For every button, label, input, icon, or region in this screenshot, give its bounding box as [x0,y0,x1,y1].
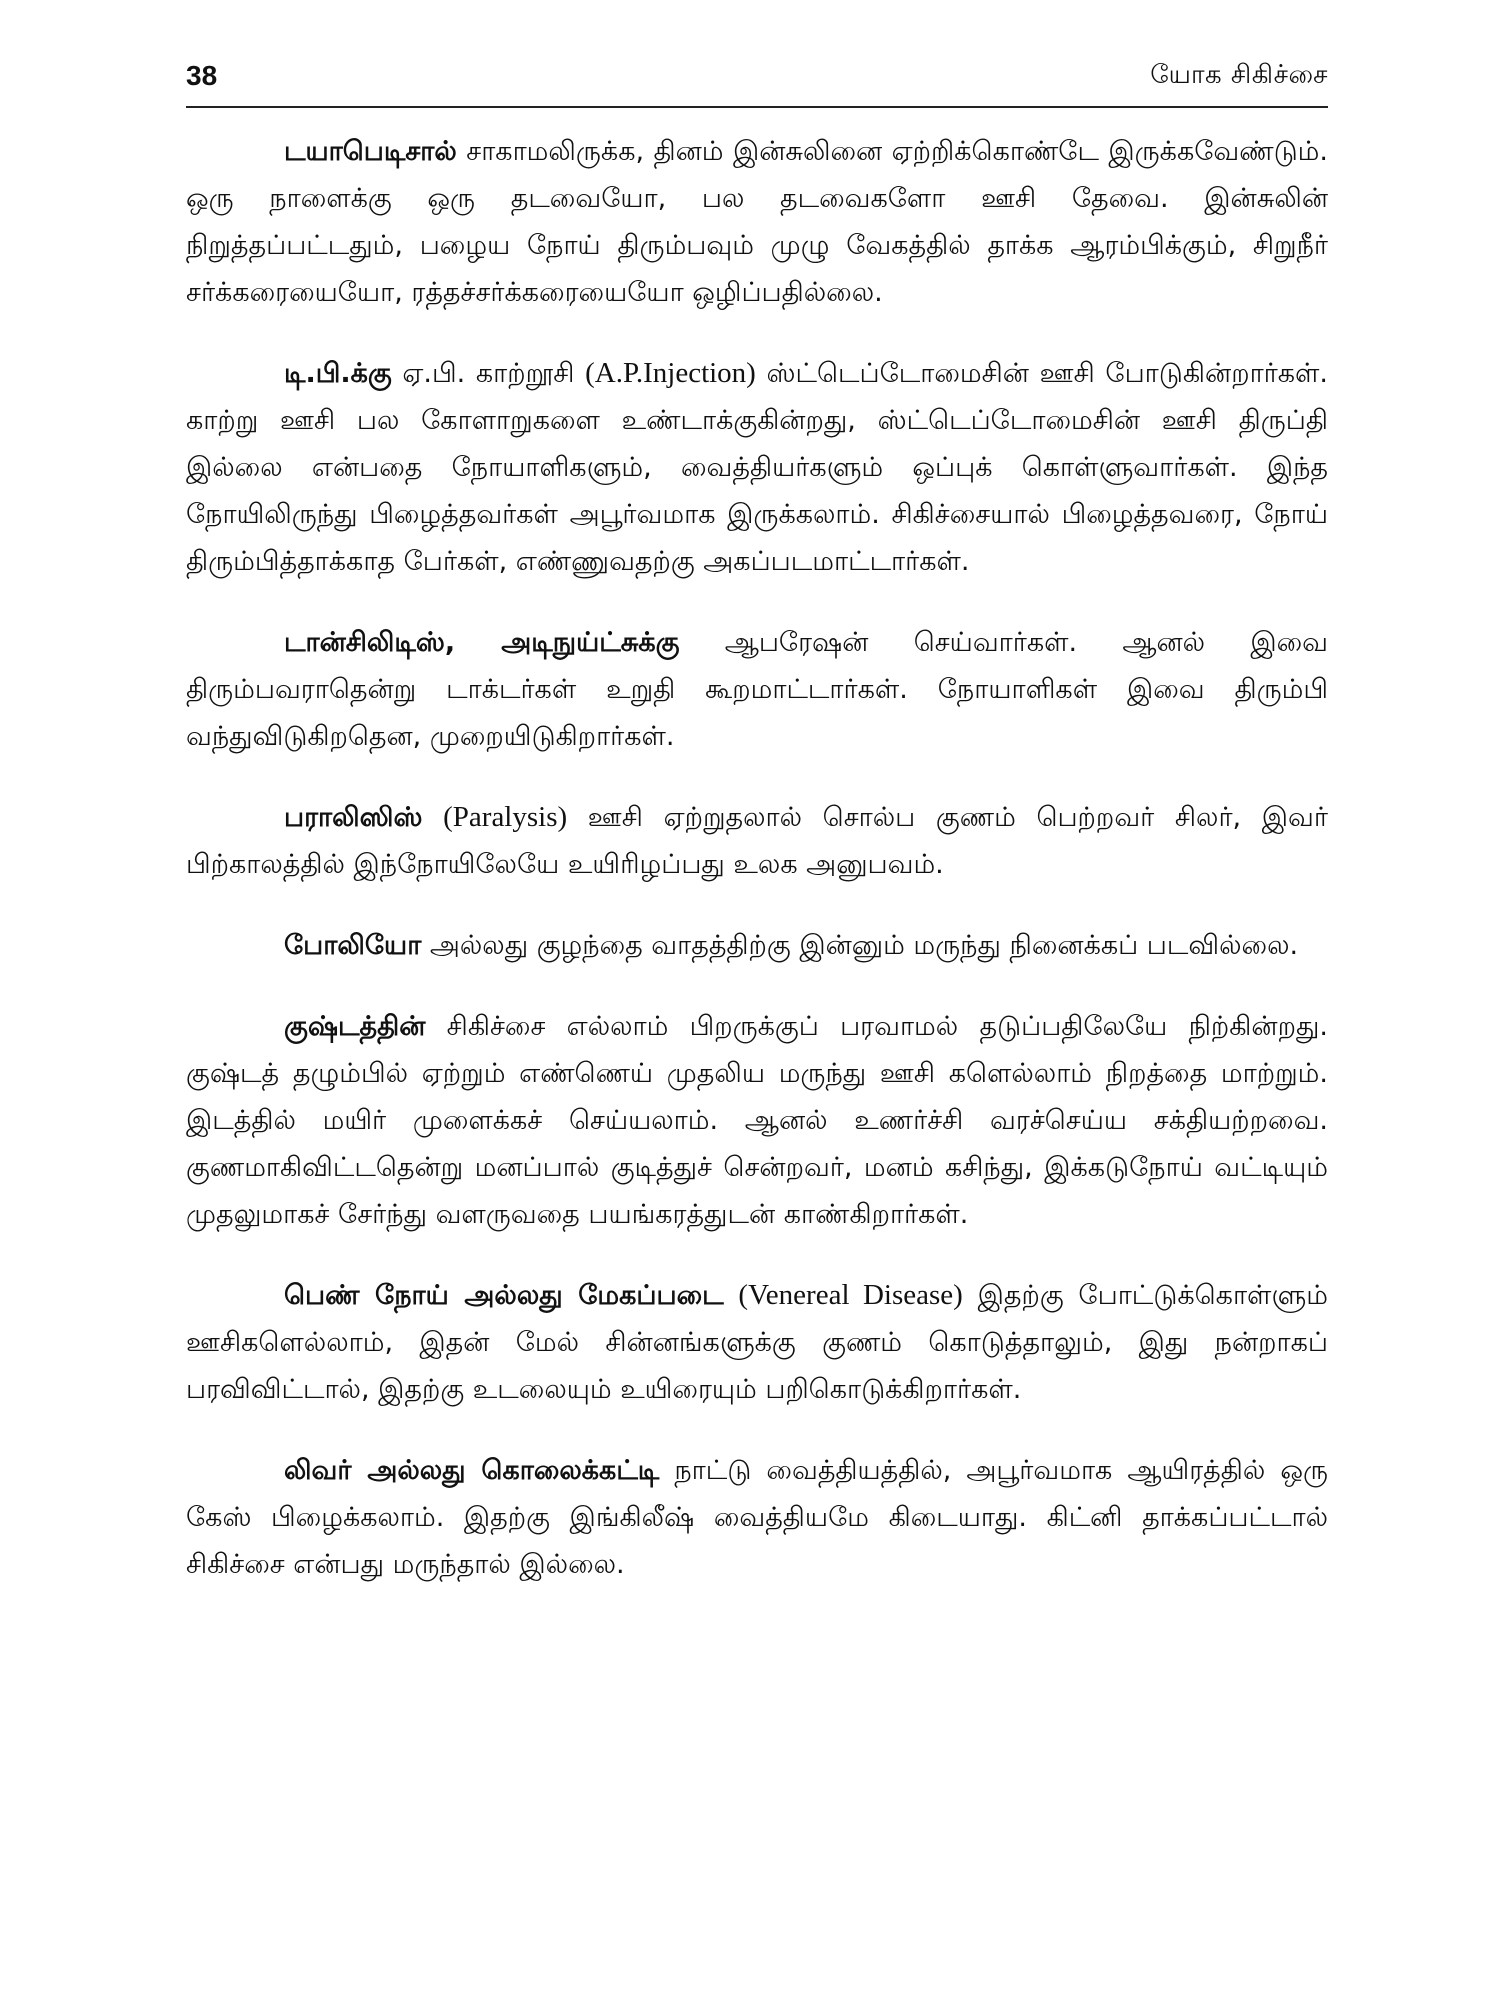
paragraph-lead: போலியோ [284,930,422,961]
paragraph-lead: குஷ்டத்தின் [284,1011,426,1042]
page-number: 38 [186,60,218,91]
paragraph-polio [186,922,1328,969]
paragraph-text: நாட்டு வைத்தியத்தில், அபூர்வமாக ஆயிரத்தில் ஒரு கேஸ் பிழைக்கலாம். இதற்கு இங்கிலீஷ் வைத்தியமே கிடையாது. கிட்னி தாக்கப்பட்டால் சிகிச்சை என்பது மருந்தால் இல்லை. [186,1455,1328,1580]
running-title: யோக சிகிச்சை [1150,60,1328,90]
paragraph-paralysis [186,794,1328,888]
paragraph-text: இதற்கு போட்டுக்கொள்ளும் ஊசிகளெல்லாம், இதன் மேல் சின்னங்களுக்கு குணம் கொடுத்தாலும், இது நன்றாகப் பரவிவிட்டால், இதற்கு உடலையும் உயிரையும் பறிகொடுக்கிறார்கள். [186,1280,1328,1405]
paragraph-liver [186,1447,1328,1588]
paragraph-text-before: ஏ.பி. காற்றூசி [391,358,586,389]
paragraph-lead: பெண் நோய் அல்லது மேகப்படை [284,1280,724,1311]
paragraph-leprosy [186,1003,1328,1238]
paragraph-latin-term: (Venereal Disease) [738,1279,963,1311]
paragraph-tonsillitis [186,619,1328,760]
paragraph-latin-term: (Paralysis) [443,801,568,833]
paragraph-text-before [422,802,443,833]
paragraph-lead: லிவர் அல்லது கொலைக்கட்டி [284,1455,660,1486]
paragraph-text: அல்லது குழந்தை வாதத்திற்கு இன்னும் மருந்து நினைக்கப் படவில்லை. [421,930,1299,961]
paragraph-lead: பராலிஸிஸ் [284,802,423,833]
paragraph-latin-term: (A.P.Injection) [585,357,756,389]
paragraph-lead: டான்சிலிடிஸ், அடிநுய்ட்சுக்கு [284,627,680,658]
paragraph-text-before [724,1280,739,1311]
paragraph-text: ஆபரேஷன் செய்வார்கள். ஆனல் இவை திரும்பவராதென்று டாக்டர்கள் உறுதி கூறமாட்டார்கள். நோயாளிகள் இவை திரும்பி வந்துவிடுகிறதென, முறையிடுகிறார்கள். [186,627,1328,752]
paragraph-venereal-disease [186,1272,1328,1413]
paragraph-text: சிகிச்சை எல்லாம் பிறருக்குப் பரவாமல் தடுப்பதிலேயே நிற்கின்றது. குஷ்டத் தழும்பில் ஏற்றும் எண்ணெய் முதலிய மருந்து ஊசி களெல்லாம் நிறத்தை மாற்றும். இடத்தில் மயிர் முளைக்கச் செய்யலாம். ஆனல் உணர்ச்சி வரச்செய்ய சக்தியற்றவை. குணமாகிவிட்டதென்று மனப்பால் குடித்துச் சென்றவர், மனம் கசிந்து, இக்கடுநோய் வட்டியும் முதலுமாகச் சேர்ந்து வளருவதை பயங்கரத்துடன் காண்கிறார்கள். [186,1011,1328,1230]
paragraph-text: ஊசி ஏற்றுதலால் சொல்ப குணம் பெற்றவர் சிலர், இவர் பிற்காலத்தில் இந்நோயிலேயே உயிரிழப்பது உலக அனுபவம். [186,802,1328,880]
page-body [186,128,1328,1622]
paragraph-text: ஸ்ட்டெப்டோமைசின் ஊசி போடுகின்றார்கள். காற்று ஊசி பல கோளாறுகளை உண்டாக்குகின்றது, ஸ்ட்டெப்டோமைசின் ஊசி திருப்தி இல்லை என்பதை நோயாளிகளும், வைத்தியர்களும் ஒப்புக் கொள்ளுவார்கள். இந்த நோயிலிருந்து பிழைத்தவர்கள் அபூர்வமாக இருக்கலாம். சிகிச்சையால் பிழைத்தவரை, நோய் திரும்பித்தாக்காத பேர்கள், எண்ணுவதற்கு அகப்படமாட்டார்கள். [186,358,1329,577]
paragraph-lead: டி.பி.க்கு [284,358,392,389]
page-header [186,56,1328,108]
paragraph-tb [186,350,1328,585]
paragraph-text: சாகாமலிருக்க, தினம் இன்சுலினை ஏற்றிக்கொண்டே இருக்கவேண்டும். ஒரு நாளைக்கு ஒரு தடவையோ, பல தடவைகளோ ஊசி தேவை. இன்சுலின் நிறுத்தப்பட்டதும், பழைய நோய் திரும்பவும் முழு வேகத்தில் தாக்க ஆரம்பிக்கும், சிறுநீர் சர்க்கரையையோ, ரத்தச்சர்க்கரையையோ ஒழிப்பதில்லை. [186,136,1328,308]
paragraph-diabetes [186,128,1328,316]
paragraph-lead: டயாபெடிசால் [284,136,457,167]
